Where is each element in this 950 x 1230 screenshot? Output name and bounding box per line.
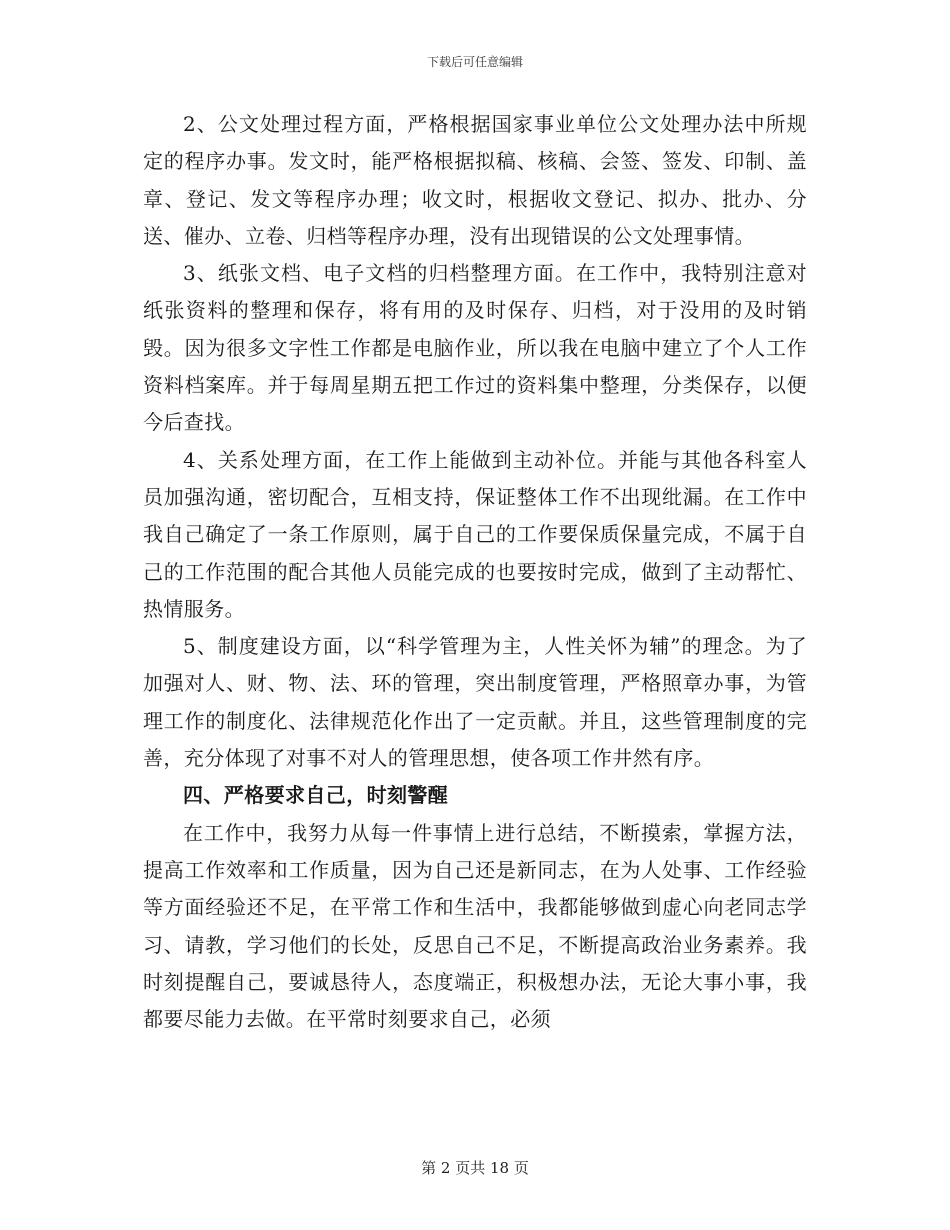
- paragraph-self-discipline: 在工作中，我努力从每一件事情上进行总结，不断摸索，掌握方法，提高工作效率和工作质量，因为自己还是新同志，在为人处事、工作经验等方面经验还不足，在平常工作和生活中，我都能够做到虚心向老同志学习、请教，学习他们的长处，反思自己不足，不断提高政治业务素养。我时刻提醒自己，要诚恳待人，态度端正，积极想办法，无论大事小事，我都要尽能力去做。在平常时刻要求自己，必须: [143, 820, 807, 1032]
- section-heading: 四、严格要求自己，时刻警醒: [183, 783, 449, 808]
- paragraph-system-building: 5、制度建设方面，以“科学管理为主，人性关怀为辅”的理念。为了加强对人、财、物、法、环的管理，突出制度管理，严格照章办事，为管理工作的制度化、法律规范化作出了一定贡献。并且，这些管理制度的完善，充分体现了对事不对人的管理思想，使各项工作井然有序。: [143, 634, 807, 771]
- page-header: 下载后可任意编辑: [426, 55, 523, 69]
- page-number: 第 2 页共 18 页: [421, 1159, 529, 1177]
- document-body: [143, 106, 807, 1038]
- paragraph-relationship-handling: 4、关系处理方面，在工作上能做到主动补位。并能与其他各科室人员加强沟通，密切配合，互相支持，保证整体工作不出现纰漏。在工作中我自己确定了一条工作原则，属于自己的工作要保质保量完成，不属于自己的工作范围的配合其他人员能完成的也要按时完成，做到了主动帮忙、热情服务。: [143, 447, 807, 621]
- paragraph-official-document-processing: 2、公文处理过程方面，严格根据国家事业单位公文处理办法中所规定的程序办事。发文时，能严格根据拟稿、核稿、会签、签发、印制、盖章、登记、发文等程序办理；收文时，根据收文登记、拟办、批办、分送、催办、立卷、归档等程序办理，没有出现错误的公文处理事情。: [143, 112, 807, 248]
- paragraph-archive-organization: 3、纸张文档、电子文档的归档整理方面。在工作中，我特别注意对纸张资料的整理和保存，将有用的及时保存、归档，对于没用的及时销毁。因为很多文字性工作都是电脑作业，所以我在电脑中建立了个人工作资料档案库。并于每周星期五把工作过的资料集中整理，分类保存，以便今后查找。: [143, 261, 807, 435]
